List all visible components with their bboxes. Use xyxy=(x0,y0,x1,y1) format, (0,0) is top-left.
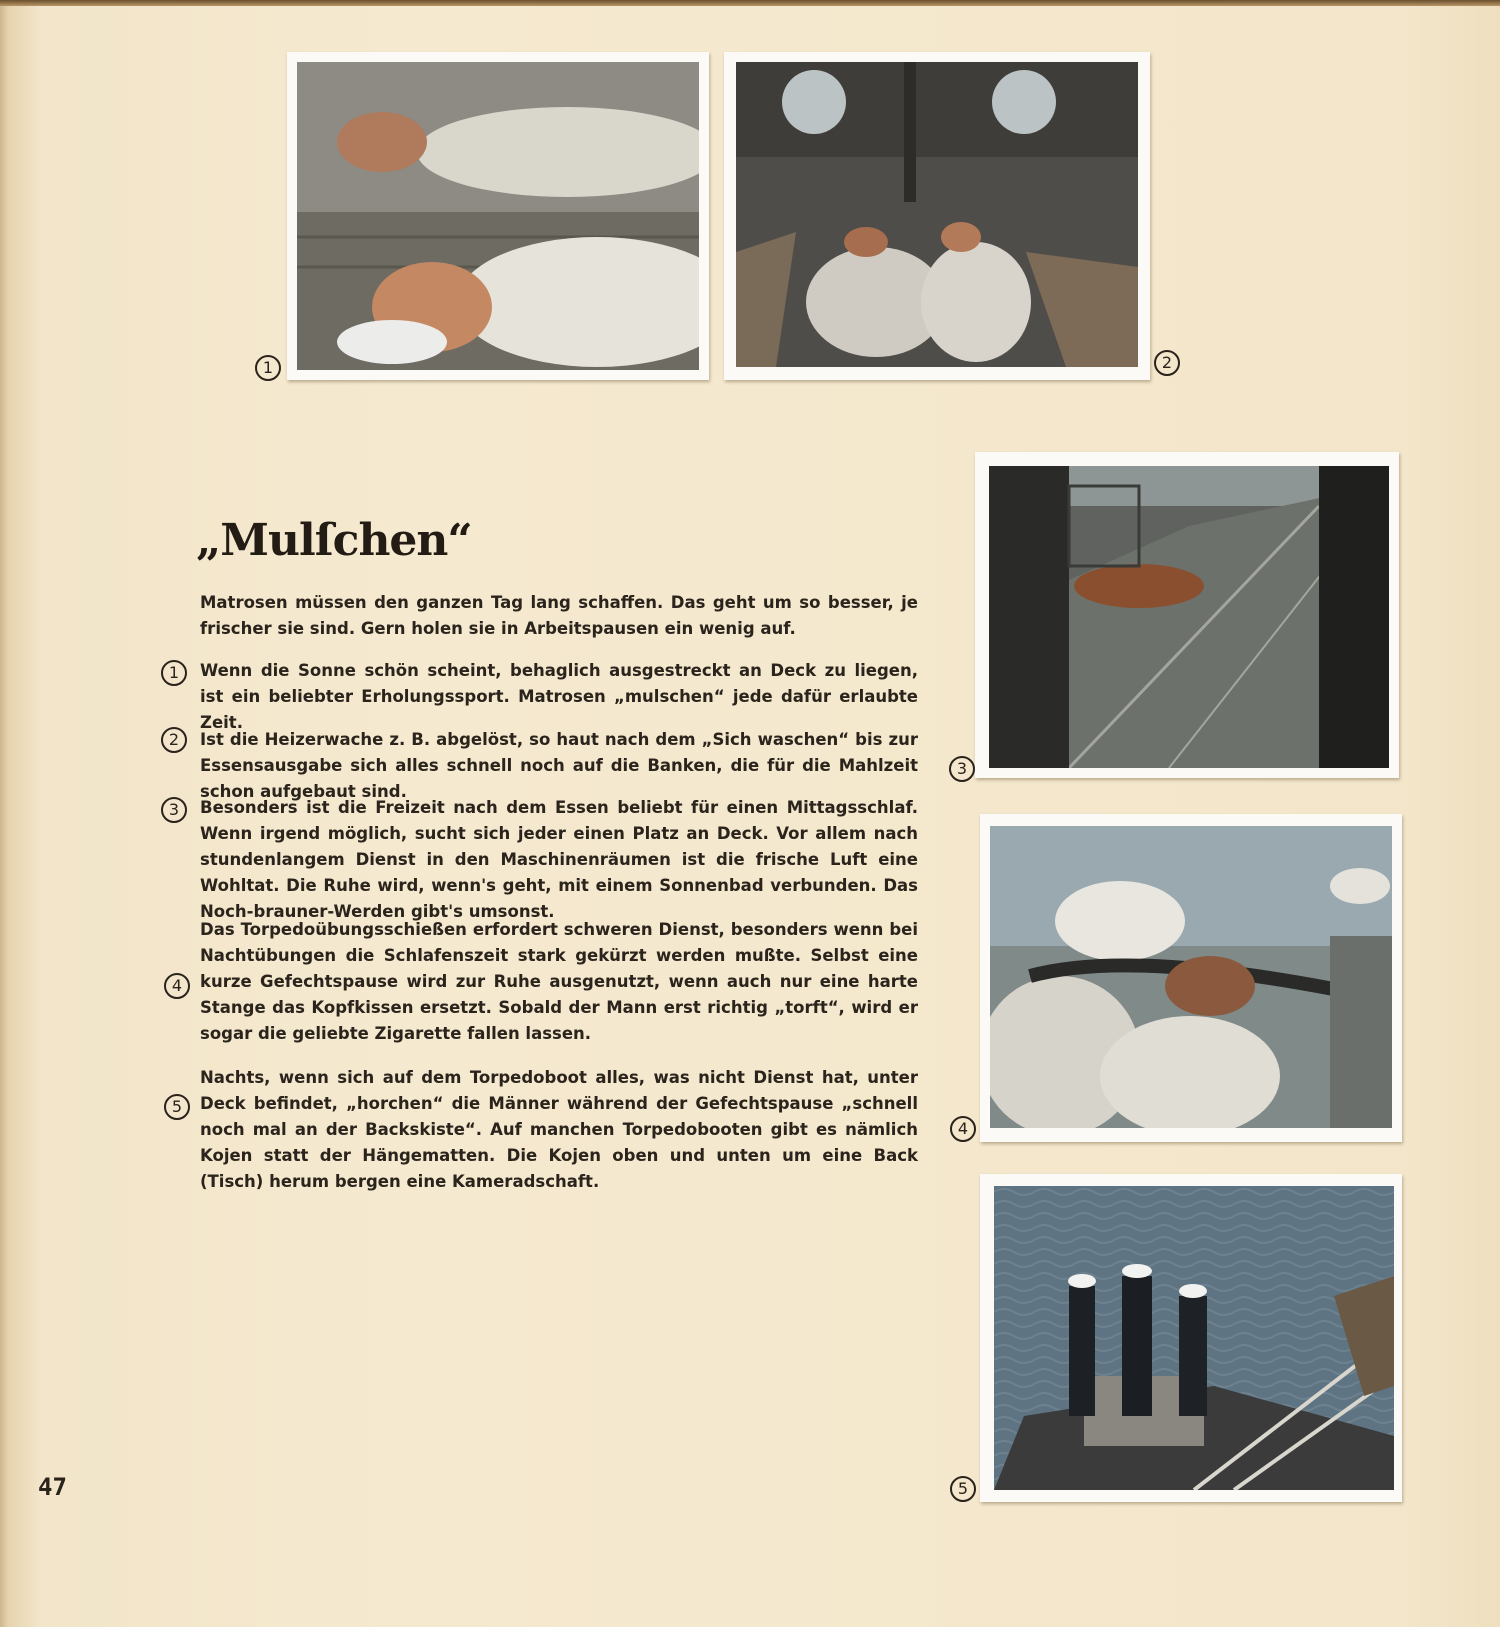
sailors-on-benches-photo xyxy=(736,62,1138,367)
text-marker-4: 4 xyxy=(164,973,190,999)
paragraph-2: Ist die Heizerwache z. B. abgelöst, so haut nach dem „Sich waschen“ bis zur Essensausgabe sich alles schnell noch auf die Banken, die für die Mahlzeit schon aufgebaut sind. xyxy=(200,730,918,801)
photo-number-4: 4 xyxy=(950,1116,976,1142)
paragraph-5: Nachts, wenn sich auf dem Torpedoboot alles, was nicht Dienst hat, unter Deck befindet, „horchen“ die Männer während der Gefechtspause „schnell noch mal an der Backskiste“. Auf manchen Torpedobooten gibt es nämlich Kojen statt der Hängematten. Die Kojen oben und unten um eine Back (Tisch) herum bergen eine Kameradschaft. xyxy=(200,1068,918,1191)
photo-number-2: 2 xyxy=(1154,350,1180,376)
sleeping-sailors-photo xyxy=(297,62,699,370)
photo-card-3 xyxy=(975,452,1399,778)
sunbathing-on-deck-photo xyxy=(989,466,1389,768)
photo-number-3: 3 xyxy=(949,756,975,782)
photo-number-5: 5 xyxy=(950,1476,976,1502)
officers-on-stern-photo xyxy=(994,1186,1394,1490)
paragraph-3: Besonders ist die Freizeit nach dem Essen beliebt für einen Mittagsschlaf. Wenn irgend möglich, sucht sich jeder einen Platz an Deck. Vor allem nach stundenlangem Dienst in den Maschinenräumen ist die frische Luft eine Wohltat. Die Ruhe wird, wenn's geht, mit einem Sonnenbad verbunden. Das Noch-brauner-Werden gibt's umsonst. xyxy=(200,798,918,921)
photo-card-5 xyxy=(980,1174,1402,1502)
text-marker-2: 2 xyxy=(161,727,187,753)
text-marker-1: 1 xyxy=(161,660,187,686)
photo-card-1 xyxy=(287,52,709,380)
text-marker-3: 3 xyxy=(161,797,187,823)
photo-card-2 xyxy=(724,52,1150,380)
page-top-edge xyxy=(0,0,1500,6)
paragraph-4: Das Torpedoübungsschießen erfordert schweren Dienst, besonders wenn bei Nachtübungen die Schlafenszeit stark gekürzt werden mußte. Selbst eine kurze Gefechtspause wird zur Ruhe ausgenutzt, wenn auch nur eine harte Stange das Kopfkissen ersetzt. Sobald der Mann erst richtig „torft“, wird er sogar die geliebte Zigarette fallen lassen. xyxy=(200,920,918,1043)
page-number: 47 xyxy=(38,1473,67,1501)
page-title: „Mulſchen“ xyxy=(196,515,472,566)
text-marker-5: 5 xyxy=(164,1094,190,1120)
dozing-on-railing-photo xyxy=(990,826,1392,1128)
photo-card-4 xyxy=(980,814,1402,1142)
photo-number-1: 1 xyxy=(255,355,281,381)
paragraph-1: Wenn die Sonne schön scheint, behaglich ausgestreckt an Deck zu liegen, ist ein beliebter Erholungssport. Matrosen „mulschen“ jede dafür erlaubte Zeit. xyxy=(200,661,918,732)
intro-paragraph: Matrosen müssen den ganzen Tag lang schaffen. Das geht um so besser, je frischer sie sind. Gern holen sie in Arbeitspausen ein wenig auf. xyxy=(200,593,918,638)
